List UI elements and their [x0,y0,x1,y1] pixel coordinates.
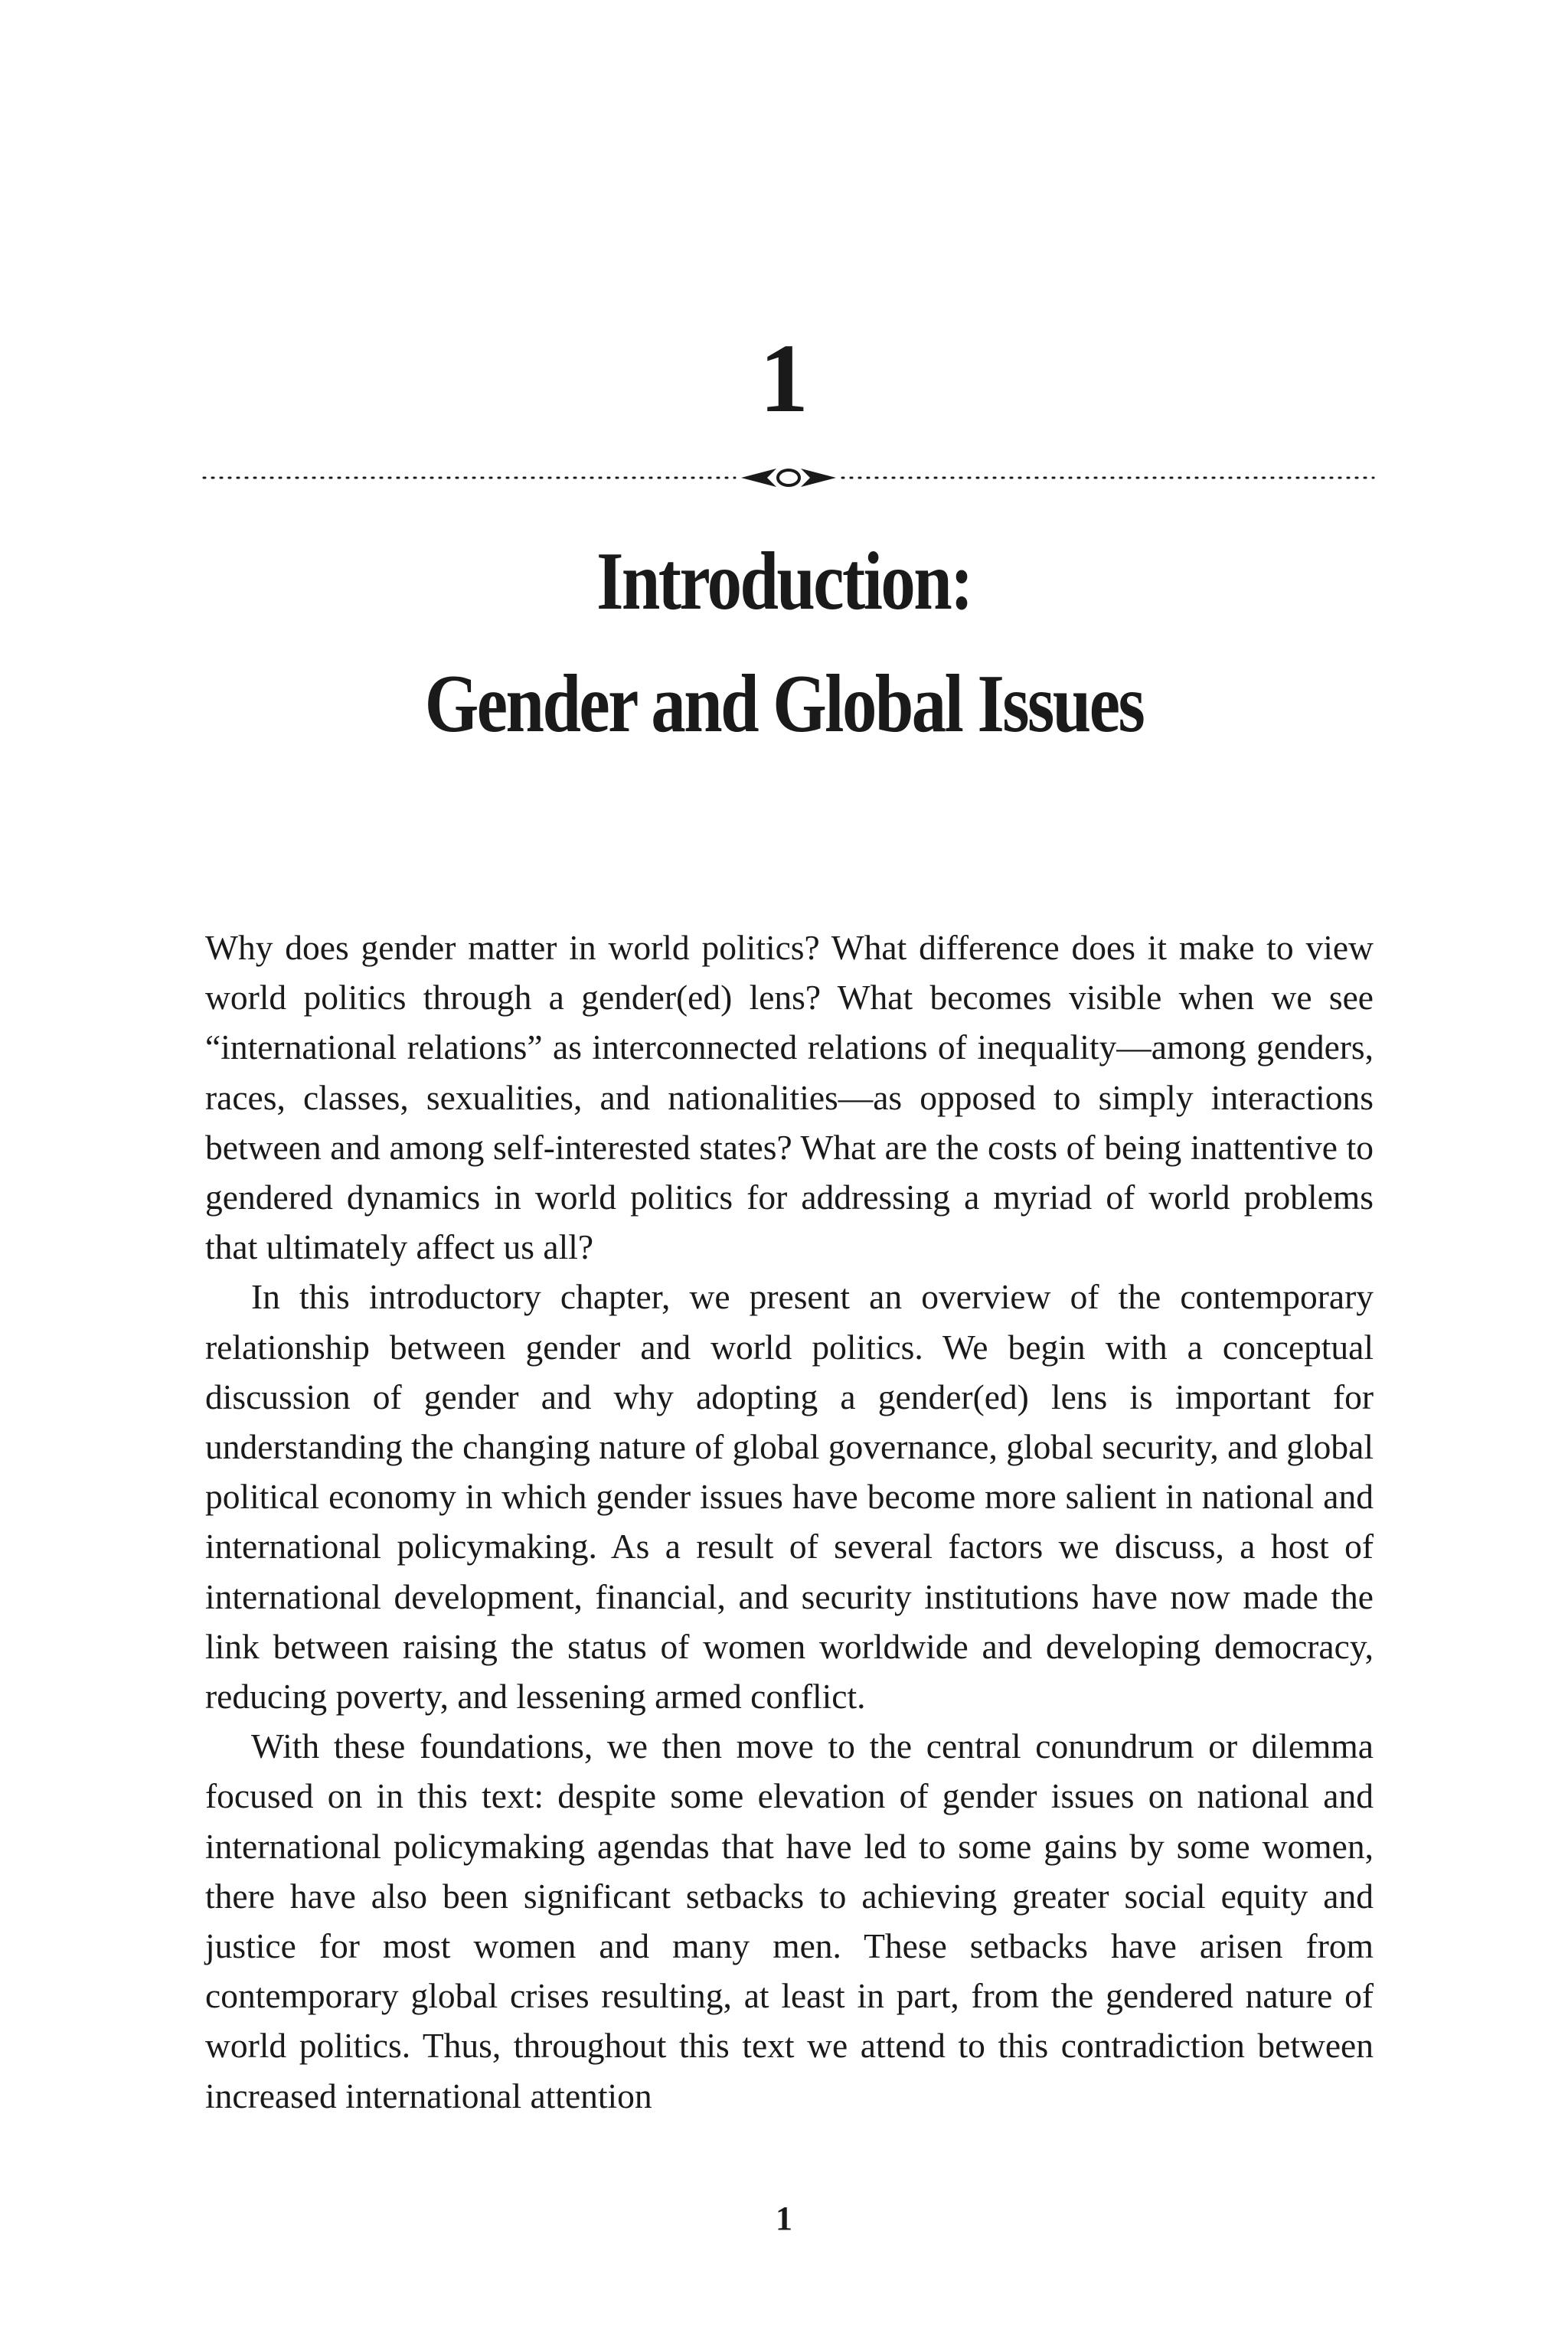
ornament-rule [201,462,1377,493]
chapter-number: 1 [760,324,808,433]
paragraph: With these foundations, we then move to the central conundrum or dilemma focused on in this text: despite some elevation of gender issues on national and international policymaking agendas that have led to some gains by some women, there have also been significant setbacks to achieving greater social equity and justice for most women and many men. These setbacks have arisen from contemporary global crises resulting, at least in part, from the gendered nature of world politics. Thus, throughout this text we attend to this contradiction between increased international attention [205,1726,1374,2115]
body-text [205,923,1374,2121]
chapter-title [126,521,1442,766]
chapter-title-line-2: Gender and Global Issues [424,658,1144,750]
paragraph: Why does gender matter in world politics? What difference does it make to view world politics through a gender(ed) lens? What becomes visible when we see “international relations” as interconnected relations of inequality—among genders, races, classes, sexualities, and nationalities—as opposed to simply interactions between and among self-interested states? What are the costs of being inattentive to gendered dynamics in world politics for addressing a myriad of world problems that ultimately affect us all? [205,928,1374,1267]
paragraph: In this introductory chapter, we present an overview of the contemporary relationship between gender and world politics. We begin with a conceptual discussion of gender and why adopting a gender(ed) lens is important for understanding the changing nature of global governance, global security, and global political economy in which gender issues have become more salient in national and international policymaking. As a result of several factors we discuss, a host of international development, financial, and security institutions have now made the link between raising the status of women worldwide and developing democracy, reducing poverty, and lessening armed conflict. [205,1277,1374,1717]
page-number: 1 [776,2200,792,2237]
chapter-title-line-1: Introduction: [596,536,972,627]
